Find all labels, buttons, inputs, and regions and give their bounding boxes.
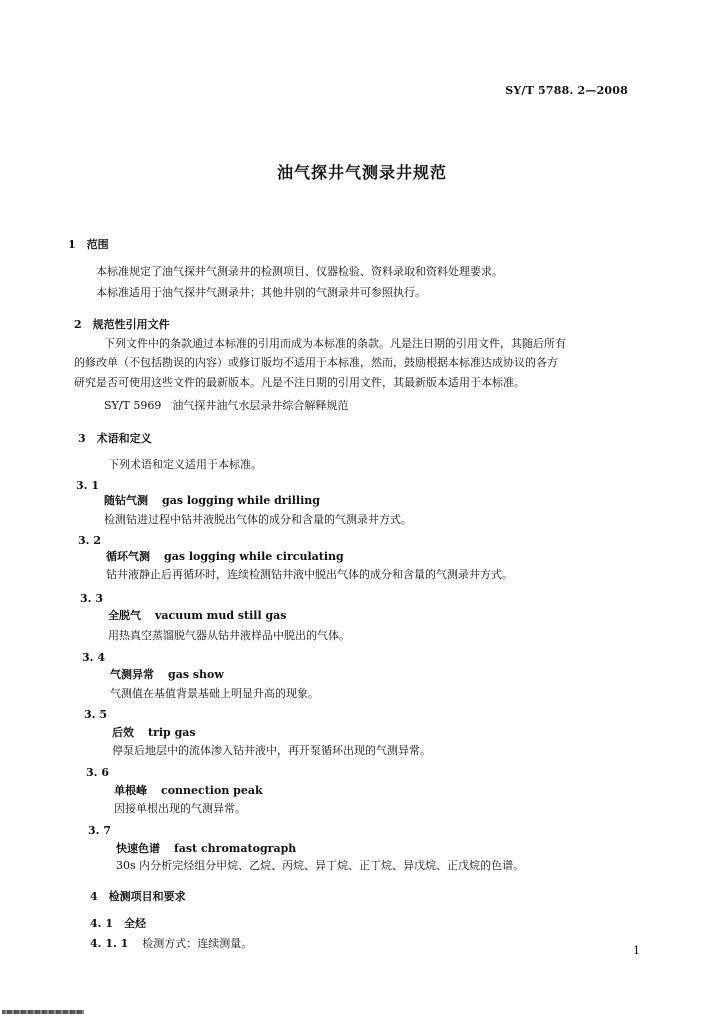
scan-artifact (2, 1010, 84, 1014)
term-name (106, 548, 344, 564)
section-1-heading: 1 范围 (68, 238, 109, 251)
term-definition: 因接单根出现的气测异常。 (114, 802, 246, 815)
term-definition: 检测钻进过程中钻井液脱出气体的成分和含量的气测录井方式。 (104, 513, 412, 526)
term-number: 3. 3 (80, 592, 103, 605)
term-name (108, 607, 287, 623)
term-number: 3. 6 (86, 766, 109, 779)
term-name (112, 724, 196, 740)
page-number: 1 (633, 944, 640, 957)
term-en: vacuum mud still gas (155, 609, 287, 622)
section-1-paragraph-2: 本标准适用于油气探井气测录井；其他井别的气测录井可参照执行。 (96, 286, 426, 299)
standard-number: SY/T 5788. 2—2008 (505, 84, 628, 97)
term-en: trip gas (148, 726, 196, 739)
clause-4-1-1 (90, 935, 252, 951)
term-en: gas logging while drilling (162, 494, 320, 507)
term-cn: 气测异常 (110, 668, 154, 681)
term-name (114, 782, 263, 798)
term-en: gas show (168, 668, 224, 681)
clause-text: 检测方式：连续测量。 (142, 937, 253, 950)
term-number: 3. 1 (76, 479, 99, 492)
term-number: 3. 2 (78, 534, 101, 547)
document-title: 油气探井气测录井规范 (276, 163, 447, 182)
subsection-4-1: 4. 1 全烃 (90, 917, 146, 930)
term-number: 3. 7 (88, 824, 111, 837)
term-definition: 用热真空蒸馏脱气器从钻井液样品中脱出的气体。 (108, 629, 350, 642)
section-2-heading: 2 规范性引用文件 (74, 318, 170, 331)
term-number: 3. 4 (82, 651, 105, 664)
term-definition: 30s 内分析完烃组分甲烷、乙烷、丙烷、异丁烷、正丁烷、异戊烷、正戊烷的色谱。 (116, 859, 525, 872)
section-1-paragraph-1: 本标准规定了油气探井气测录井的检测项目、仪器检验、资料录取和资料处理要求。 (96, 265, 503, 278)
section-4-heading: 4 检测项目和要求 (90, 890, 186, 903)
clause-number: 4. 1. 1 (90, 937, 129, 950)
reference-item: SY/T 5969 油气探井油气水层录井综合解释规范 (104, 399, 349, 412)
term-en: gas logging while circulating (164, 550, 344, 563)
term-definition: 气测值在基值背景基础上明显升高的现象。 (110, 687, 319, 700)
term-en: fast chromatograph (174, 842, 297, 855)
term-name (116, 840, 296, 856)
section-2-line-1: 下列文件中的条款通过本标准的引用而成为本标准的条款。凡是注日期的引用文件，其随后所有 (104, 337, 566, 350)
term-cn: 单根峰 (114, 784, 147, 797)
term-number: 3. 5 (84, 708, 107, 721)
term-name (110, 666, 224, 682)
term-cn: 循环气测 (106, 550, 150, 563)
term-cn: 随钻气测 (104, 494, 148, 507)
term-name (104, 492, 320, 508)
term-en: connection peak (161, 784, 263, 797)
section-3-heading: 3 术语和定义 (78, 432, 152, 445)
term-definition: 钻井液静止后再循环时，连续检测钻井液中脱出气体的成分和含量的气测录井方式。 (106, 568, 513, 581)
term-cn: 全脱气 (108, 609, 141, 622)
term-cn: 后效 (112, 726, 134, 739)
term-definition: 停泵后地层中的流体渗入钻井液中，再开泵循环出现的气测异常。 (112, 744, 431, 757)
section-2-line-2: 的修改单（不包括勘误的内容）或修订版均不适用于本标准，然而，鼓励根据本标准达成协议的各方 (74, 356, 558, 369)
term-cn: 快速色谱 (116, 842, 160, 855)
section-2-line-3: 研究是否可使用这些文件的最新版本。凡是不注日期的引用文件，其最新版本适用于本标准。 (74, 376, 525, 389)
section-3-intro: 下列术语和定义适用于本标准。 (108, 458, 262, 471)
